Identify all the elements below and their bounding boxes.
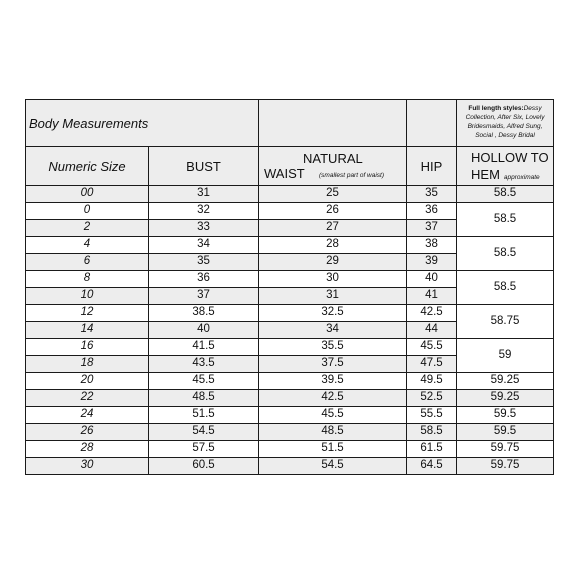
size-value: 16	[26, 339, 149, 356]
column-header-bust: BUST	[149, 147, 259, 186]
size-value: 24	[26, 407, 149, 424]
table-row	[26, 237, 554, 254]
waist-value: 28	[259, 237, 407, 254]
size-value: 4	[26, 237, 149, 254]
waist-value: 42.5	[259, 390, 407, 407]
hip-value: 49.5	[407, 373, 457, 390]
waist-value: 39.5	[259, 373, 407, 390]
waist-value: 27	[259, 220, 407, 237]
waist-value: 37.5	[259, 356, 407, 373]
size-value: 22	[26, 390, 149, 407]
waist-value: 48.5	[259, 424, 407, 441]
column-header-size: Numeric Size	[26, 147, 149, 186]
size-value: 30	[26, 458, 149, 475]
table-row	[26, 305, 554, 322]
bust-value: 35	[149, 254, 259, 271]
hip-value: 35	[407, 186, 457, 203]
hip-value: 47.5	[407, 356, 457, 373]
waist-value: 51.5	[259, 441, 407, 458]
hollow-to-hem-value: 59.5	[457, 424, 554, 441]
waist-value: 30	[259, 271, 407, 288]
size-chart-table	[25, 99, 554, 475]
bust-value: 41.5	[149, 339, 259, 356]
hip-value: 64.5	[407, 458, 457, 475]
size-value: 12	[26, 305, 149, 322]
table-title: Body Measurements	[26, 100, 259, 147]
bust-value: 40	[149, 322, 259, 339]
bust-value: 31	[149, 186, 259, 203]
waist-value: 25	[259, 186, 407, 203]
waist-value: 45.5	[259, 407, 407, 424]
waist-value: 32.5	[259, 305, 407, 322]
hollow-to-hem-value: 58.5	[457, 271, 554, 305]
hip-value: 36	[407, 203, 457, 220]
waist-value: 29	[259, 254, 407, 271]
table-title-row	[26, 100, 554, 147]
bust-value: 45.5	[149, 373, 259, 390]
waist-value: 35.5	[259, 339, 407, 356]
size-value: 26	[26, 424, 149, 441]
hollow-to-hem-value: 59.5	[457, 407, 554, 424]
column-header-row	[26, 147, 554, 186]
bust-value: 33	[149, 220, 259, 237]
table-row	[26, 186, 554, 203]
column-header-waist	[259, 147, 407, 186]
waist-header-note: (smallest part of waist)	[319, 171, 385, 179]
size-value: 10	[26, 288, 149, 305]
bust-value: 57.5	[149, 441, 259, 458]
bust-value: 60.5	[149, 458, 259, 475]
hollow-to-hem-value: 59.25	[457, 373, 554, 390]
bust-value: 51.5	[149, 407, 259, 424]
hip-value: 44	[407, 322, 457, 339]
size-value: 2	[26, 220, 149, 237]
size-value: 14	[26, 322, 149, 339]
waist-value: 54.5	[259, 458, 407, 475]
hollow-header-line2: HEM approximate	[471, 166, 540, 182]
hip-value: 39	[407, 254, 457, 271]
size-value: 00	[26, 186, 149, 203]
table-row	[26, 373, 554, 390]
waist-value: 34	[259, 322, 407, 339]
hollow-to-hem-value: 59.25	[457, 390, 554, 407]
bust-value: 34	[149, 237, 259, 254]
hip-value: 41	[407, 288, 457, 305]
hollow-header-note: approximate	[503, 173, 540, 181]
full-length-styles-note: Full length styles:Dessy Collection, After Six, Lovely Bridesmaids, Alfred Sung, Social , Dessy Bridal	[457, 100, 554, 147]
column-header-hollow-to-hem	[457, 147, 554, 186]
table-row	[26, 424, 554, 441]
hip-value: 40	[407, 271, 457, 288]
table-row	[26, 441, 554, 458]
table-row	[26, 339, 554, 356]
size-value: 8	[26, 271, 149, 288]
size-value: 18	[26, 356, 149, 373]
bust-value: 37	[149, 288, 259, 305]
table-row	[26, 271, 554, 288]
bust-value: 54.5	[149, 424, 259, 441]
hollow-to-hem-value: 58.75	[457, 305, 554, 339]
hip-value: 55.5	[407, 407, 457, 424]
bust-value: 32	[149, 203, 259, 220]
waist-value: 26	[259, 203, 407, 220]
hip-value: 52.5	[407, 390, 457, 407]
hollow-to-hem-value: 59.75	[457, 441, 554, 458]
blank-header-cell	[259, 100, 407, 147]
size-value: 0	[26, 203, 149, 220]
hip-value: 42.5	[407, 305, 457, 322]
hollow-to-hem-value: 58.5	[457, 237, 554, 271]
hip-value: 58.5	[407, 424, 457, 441]
table-row	[26, 407, 554, 424]
hip-value: 61.5	[407, 441, 457, 458]
waist-header-line1: NATURAL	[303, 151, 363, 166]
hollow-header-line1: HOLLOW TO	[471, 150, 549, 165]
waist-value: 31	[259, 288, 407, 305]
hollow-to-hem-value: 58.5	[457, 186, 554, 203]
bust-value: 48.5	[149, 390, 259, 407]
column-header-hip: HIP	[407, 147, 457, 186]
hollow-to-hem-value: 59.75	[457, 458, 554, 475]
size-value: 28	[26, 441, 149, 458]
size-value: 20	[26, 373, 149, 390]
waist-header-line2: WAIST	[264, 166, 305, 181]
table-row	[26, 203, 554, 220]
table-row	[26, 458, 554, 475]
bust-value: 38.5	[149, 305, 259, 322]
hip-value: 37	[407, 220, 457, 237]
table-row	[26, 390, 554, 407]
blank-header-cell	[407, 100, 457, 147]
hollow-to-hem-value: 58.5	[457, 203, 554, 237]
bust-value: 43.5	[149, 356, 259, 373]
size-value: 6	[26, 254, 149, 271]
hip-value: 45.5	[407, 339, 457, 356]
hollow-to-hem-value: 59	[457, 339, 554, 373]
hip-value: 38	[407, 237, 457, 254]
bust-value: 36	[149, 271, 259, 288]
